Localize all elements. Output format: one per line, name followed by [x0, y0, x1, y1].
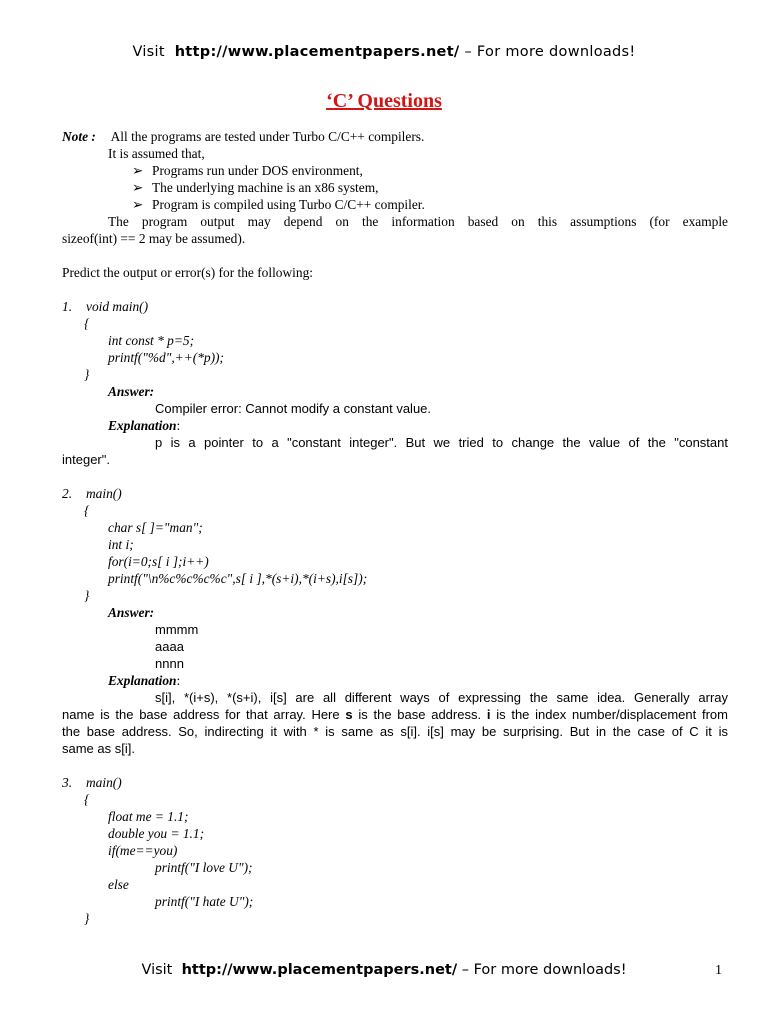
note-line-2: It is assumed that, — [108, 146, 205, 161]
q1-explanation-line-1: p is a pointer to a "constant integer". But we tried to change the value of the "constant — [155, 435, 728, 450]
q2-explanation-line-1: s[i], *(i+s), *(s+i), i[s] are all different ways of expressing the same idea. Generally array — [155, 690, 728, 705]
q2-answer-label: Answer: — [108, 605, 155, 620]
q2-code-line: for(i=0;s[ i ];i++) — [108, 554, 209, 569]
q2-code-line: char s[ ]="man"; — [108, 520, 203, 535]
q3-code-line: else — [108, 877, 129, 892]
page-header — [0, 44, 768, 60]
q1-number: 1. — [62, 299, 73, 314]
q1-answer-label: Answer: — [108, 384, 155, 399]
q1-code-line: printf("%d",++(*p)); — [108, 350, 224, 365]
q2-answer-line: nnnn — [155, 656, 184, 671]
q2-explanation-label-line: Explanation: — [108, 673, 181, 688]
q3-code-line: } — [84, 911, 90, 926]
q3-number: 3. — [62, 775, 73, 790]
note-label: Note : — [62, 129, 96, 144]
q3-code-line: printf("I hate U"); — [155, 894, 254, 909]
page-number: 1 — [715, 963, 722, 978]
q2-answer-line: aaaa — [155, 639, 184, 654]
note-paragraph-line-1: The program output may depend on the information based on this assumptions (for example — [108, 214, 728, 229]
header-link[interactable]: http://www.placementpapers.net/ — [174, 44, 460, 60]
predict-instruction: Predict the output or error(s) for the following: — [62, 265, 314, 280]
q2-code-line: 2. main() — [62, 486, 122, 501]
q1-code-line: int const * p=5; — [108, 333, 195, 348]
arrow-bullet-icon: ➢ — [132, 163, 144, 178]
document-title — [0, 90, 768, 113]
q2-code-line: } — [84, 588, 90, 603]
q1-explanation-line-2: integer". — [62, 452, 110, 467]
note-text-1: All the programs are tested under Turbo C/C++ compilers. — [110, 129, 425, 144]
arrow-bullet-icon: ➢ — [132, 197, 144, 212]
arrow-bullet-icon: ➢ — [132, 180, 144, 195]
footer-link[interactable]: http://www.placementpapers.net/ — [181, 962, 458, 978]
q2-explanation-line-4: same as s[i]. — [62, 741, 135, 756]
q1-answer: Compiler error: Cannot modify a constant value. — [155, 401, 432, 416]
q1-explanation-label-line: Explanation: — [108, 418, 181, 433]
document-body — [62, 128, 728, 927]
q2-code-line: int i; — [108, 537, 134, 552]
q2-code-line: { — [84, 503, 90, 518]
q1-code-line: 1. void main() — [62, 299, 149, 314]
header-rest: – For more downloads! — [464, 44, 636, 60]
note-bullet-2: ➢ The underlying machine is an x86 system, — [132, 180, 379, 195]
q2-explanation-line-3: the base address. So, indirecting it with * is same as s[i]. i[s] may be surprising. But in the case of C it is — [62, 724, 728, 739]
q3-code-line: double you = 1.1; — [108, 826, 205, 841]
note-bullet-1: ➢ Programs run under DOS environment, — [132, 163, 363, 178]
q2-number: 2. — [62, 486, 73, 501]
q3-code-line: printf("I love U"); — [155, 860, 253, 875]
q2-code-line: printf("\n%c%c%c%c",s[ i ],*(s+i),*(i+s),i[s]); — [108, 571, 368, 586]
q3-code-line: float me = 1.1; — [108, 809, 189, 824]
header-visit: Visit — [132, 44, 165, 60]
note-line-1 — [62, 128, 728, 145]
q3-code-line: if(me==you) — [108, 843, 178, 858]
footer-rest: – For more downloads! — [461, 962, 627, 978]
q3-code-line: 3. main() — [62, 775, 122, 790]
q1-code-line: } — [84, 367, 90, 382]
q1-code-line: { — [84, 316, 90, 331]
footer-visit: Visit — [141, 962, 173, 978]
page-footer — [0, 962, 768, 978]
q2-explanation-line-2: name is the base address for that array. Here s is the base address. i is the index number/displacement from — [62, 707, 728, 722]
title-text: ‘C’ Questions — [326, 90, 442, 112]
q2-answer-line: mmmm — [155, 622, 199, 637]
note-paragraph-line-2: sizeof(int) == 2 may be assumed). — [62, 231, 246, 246]
q3-code-line: { — [84, 792, 90, 807]
note-bullet-3: ➢ Program is compiled using Turbo C/C++ compiler. — [132, 197, 425, 212]
